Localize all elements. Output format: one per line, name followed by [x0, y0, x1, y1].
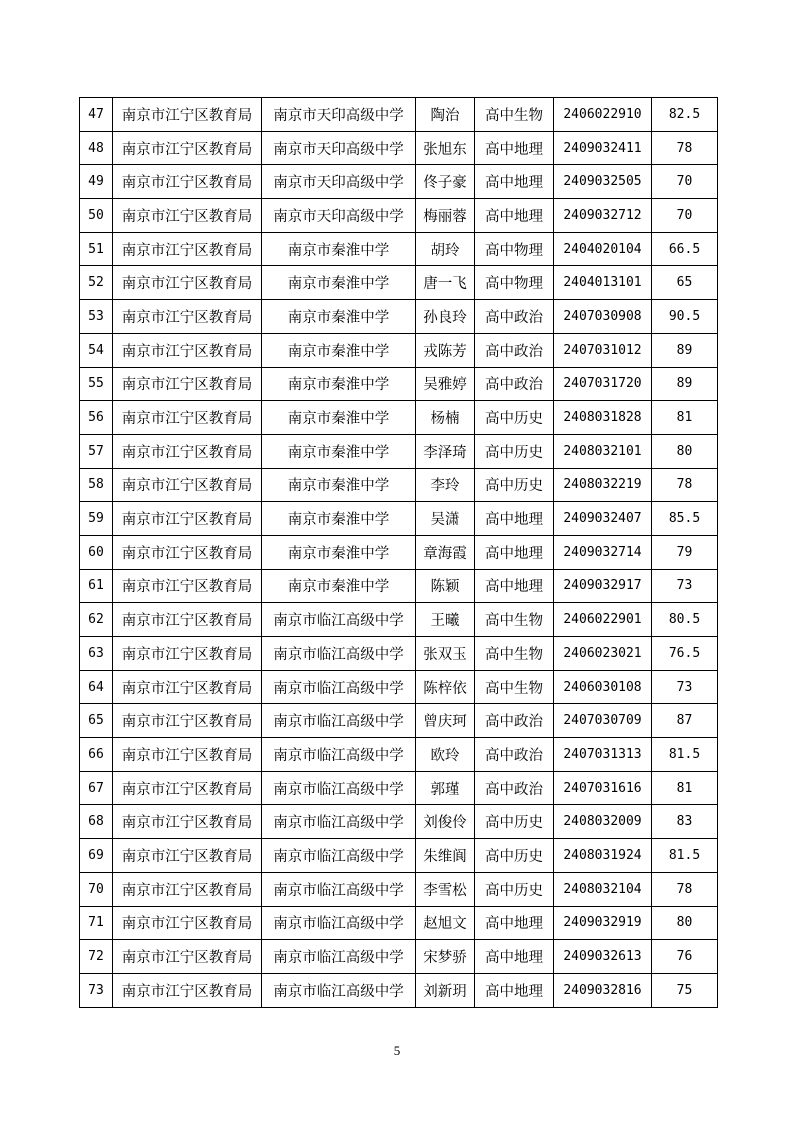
candidate-name-cell: 张旭东: [416, 131, 475, 165]
school-name-cell: 南京市天印高级中学: [262, 131, 416, 165]
subject-cell: 高中地理: [475, 569, 554, 603]
candidate-name-cell: 刘俊伶: [416, 805, 475, 839]
table-row: [80, 637, 718, 671]
table-row: [80, 266, 718, 300]
issuing-bureau-cell: 南京市江宁区教育局: [113, 401, 262, 435]
issuing-bureau-cell: 南京市江宁区教育局: [113, 872, 262, 906]
score-cell: 80.5: [652, 603, 718, 637]
subject-cell: 高中生物: [475, 670, 554, 704]
candidate-name-cell: 朱维阆: [416, 839, 475, 873]
candidate-name-cell: 吴潇: [416, 502, 475, 536]
subject-cell: 高中历史: [475, 805, 554, 839]
school-name-cell: 南京市临江高级中学: [262, 839, 416, 873]
issuing-bureau-cell: 南京市江宁区教育局: [113, 637, 262, 671]
subject-cell: 高中生物: [475, 98, 554, 132]
subject-cell: 高中历史: [475, 468, 554, 502]
school-name-cell: 南京市秦淮中学: [262, 232, 416, 266]
subject-cell: 高中历史: [475, 434, 554, 468]
exam-id-cell: 2406030108: [554, 670, 652, 704]
issuing-bureau-cell: 南京市江宁区教育局: [113, 266, 262, 300]
score-cell: 73: [652, 670, 718, 704]
subject-cell: 高中生物: [475, 603, 554, 637]
subject-cell: 高中地理: [475, 535, 554, 569]
issuing-bureau-cell: 南京市江宁区教育局: [113, 973, 262, 1007]
subject-cell: 高中地理: [475, 131, 554, 165]
exam-id-cell: 2409032917: [554, 569, 652, 603]
candidate-name-cell: 刘新玥: [416, 973, 475, 1007]
score-cell: 66.5: [652, 232, 718, 266]
candidate-name-cell: 孙良玲: [416, 300, 475, 334]
school-name-cell: 南京市临江高级中学: [262, 670, 416, 704]
table-row: [80, 603, 718, 637]
subject-cell: 高中地理: [475, 502, 554, 536]
issuing-bureau-cell: 南京市江宁区教育局: [113, 300, 262, 334]
row-index-cell: 66: [80, 738, 113, 772]
subject-cell: 高中地理: [475, 199, 554, 233]
school-name-cell: 南京市天印高级中学: [262, 98, 416, 132]
table-row: [80, 401, 718, 435]
exam-id-cell: 2409032613: [554, 940, 652, 974]
subject-cell: 高中生物: [475, 637, 554, 671]
candidate-name-cell: 李雪松: [416, 872, 475, 906]
table-row: [80, 502, 718, 536]
candidate-name-cell: 陈梓依: [416, 670, 475, 704]
subject-cell: 高中历史: [475, 872, 554, 906]
table-row: [80, 333, 718, 367]
school-name-cell: 南京市临江高级中学: [262, 872, 416, 906]
row-index-cell: 65: [80, 704, 113, 738]
school-name-cell: 南京市临江高级中学: [262, 704, 416, 738]
table-body: [80, 98, 718, 1008]
issuing-bureau-cell: 南京市江宁区教育局: [113, 98, 262, 132]
table-row: [80, 367, 718, 401]
subject-cell: 高中政治: [475, 333, 554, 367]
candidate-table-container: [79, 97, 717, 1008]
candidate-name-cell: 杨楠: [416, 401, 475, 435]
table-row: [80, 805, 718, 839]
score-cell: 73: [652, 569, 718, 603]
issuing-bureau-cell: 南京市江宁区教育局: [113, 839, 262, 873]
candidate-name-cell: 佟子豪: [416, 165, 475, 199]
table-row: [80, 872, 718, 906]
exam-id-cell: 2406022901: [554, 603, 652, 637]
candidate-name-cell: 李玲: [416, 468, 475, 502]
issuing-bureau-cell: 南京市江宁区教育局: [113, 434, 262, 468]
row-index-cell: 55: [80, 367, 113, 401]
table-row: [80, 434, 718, 468]
school-name-cell: 南京市临江高级中学: [262, 940, 416, 974]
school-name-cell: 南京市临江高级中学: [262, 603, 416, 637]
row-index-cell: 71: [80, 906, 113, 940]
issuing-bureau-cell: 南京市江宁区教育局: [113, 367, 262, 401]
table-row: [80, 839, 718, 873]
table-row: [80, 165, 718, 199]
issuing-bureau-cell: 南京市江宁区教育局: [113, 468, 262, 502]
subject-cell: 高中地理: [475, 906, 554, 940]
exam-id-cell: 2409032411: [554, 131, 652, 165]
school-name-cell: 南京市临江高级中学: [262, 738, 416, 772]
score-cell: 76.5: [652, 637, 718, 671]
score-cell: 65: [652, 266, 718, 300]
subject-cell: 高中物理: [475, 266, 554, 300]
score-cell: 78: [652, 468, 718, 502]
row-index-cell: 59: [80, 502, 113, 536]
candidate-name-cell: 陈颖: [416, 569, 475, 603]
table-row: [80, 973, 718, 1007]
score-cell: 85.5: [652, 502, 718, 536]
score-cell: 78: [652, 131, 718, 165]
score-cell: 78: [652, 872, 718, 906]
row-index-cell: 49: [80, 165, 113, 199]
row-index-cell: 61: [80, 569, 113, 603]
table-row: [80, 906, 718, 940]
exam-id-cell: 2409032407: [554, 502, 652, 536]
candidate-name-cell: 戎陈芳: [416, 333, 475, 367]
table-row: [80, 468, 718, 502]
table-row: [80, 131, 718, 165]
issuing-bureau-cell: 南京市江宁区教育局: [113, 502, 262, 536]
score-cell: 82.5: [652, 98, 718, 132]
issuing-bureau-cell: 南京市江宁区教育局: [113, 603, 262, 637]
row-index-cell: 62: [80, 603, 113, 637]
exam-id-cell: 2404013101: [554, 266, 652, 300]
score-cell: 79: [652, 535, 718, 569]
score-cell: 81.5: [652, 839, 718, 873]
table-row: [80, 300, 718, 334]
candidate-name-cell: 曾庆珂: [416, 704, 475, 738]
score-cell: 80: [652, 906, 718, 940]
school-name-cell: 南京市天印高级中学: [262, 199, 416, 233]
table-row: [80, 199, 718, 233]
issuing-bureau-cell: 南京市江宁区教育局: [113, 771, 262, 805]
subject-cell: 高中地理: [475, 973, 554, 1007]
school-name-cell: 南京市天印高级中学: [262, 165, 416, 199]
school-name-cell: 南京市秦淮中学: [262, 502, 416, 536]
score-cell: 81.5: [652, 738, 718, 772]
school-name-cell: 南京市秦淮中学: [262, 401, 416, 435]
subject-cell: 高中历史: [475, 401, 554, 435]
issuing-bureau-cell: 南京市江宁区教育局: [113, 199, 262, 233]
candidate-name-cell: 陶治: [416, 98, 475, 132]
issuing-bureau-cell: 南京市江宁区教育局: [113, 704, 262, 738]
exam-id-cell: 2408032219: [554, 468, 652, 502]
exam-id-cell: 2409032505: [554, 165, 652, 199]
exam-id-cell: 2407031313: [554, 738, 652, 772]
row-index-cell: 48: [80, 131, 113, 165]
candidate-name-cell: 郭瑾: [416, 771, 475, 805]
subject-cell: 高中地理: [475, 940, 554, 974]
row-index-cell: 73: [80, 973, 113, 1007]
school-name-cell: 南京市秦淮中学: [262, 468, 416, 502]
table-row: [80, 670, 718, 704]
score-cell: 90.5: [652, 300, 718, 334]
table-row: [80, 738, 718, 772]
issuing-bureau-cell: 南京市江宁区教育局: [113, 906, 262, 940]
row-index-cell: 72: [80, 940, 113, 974]
exam-id-cell: 2408032104: [554, 872, 652, 906]
school-name-cell: 南京市秦淮中学: [262, 434, 416, 468]
subject-cell: 高中物理: [475, 232, 554, 266]
row-index-cell: 64: [80, 670, 113, 704]
score-cell: 81: [652, 401, 718, 435]
score-cell: 70: [652, 199, 718, 233]
exam-id-cell: 2407031616: [554, 771, 652, 805]
exam-id-cell: 2409032919: [554, 906, 652, 940]
table-row: [80, 535, 718, 569]
candidate-name-cell: 赵旭文: [416, 906, 475, 940]
subject-cell: 高中政治: [475, 771, 554, 805]
subject-cell: 高中政治: [475, 738, 554, 772]
school-name-cell: 南京市秦淮中学: [262, 266, 416, 300]
score-cell: 81: [652, 771, 718, 805]
exam-id-cell: 2407030908: [554, 300, 652, 334]
exam-id-cell: 2407030709: [554, 704, 652, 738]
table-row: [80, 771, 718, 805]
exam-id-cell: 2408031924: [554, 839, 652, 873]
issuing-bureau-cell: 南京市江宁区教育局: [113, 569, 262, 603]
school-name-cell: 南京市临江高级中学: [262, 805, 416, 839]
school-name-cell: 南京市临江高级中学: [262, 973, 416, 1007]
row-index-cell: 57: [80, 434, 113, 468]
subject-cell: 高中历史: [475, 839, 554, 873]
score-cell: 87: [652, 704, 718, 738]
row-index-cell: 47: [80, 98, 113, 132]
candidate-name-cell: 唐一飞: [416, 266, 475, 300]
score-cell: 70: [652, 165, 718, 199]
school-name-cell: 南京市秦淮中学: [262, 300, 416, 334]
row-index-cell: 52: [80, 266, 113, 300]
school-name-cell: 南京市临江高级中学: [262, 906, 416, 940]
table-row: [80, 704, 718, 738]
row-index-cell: 54: [80, 333, 113, 367]
table-row: [80, 98, 718, 132]
row-index-cell: 69: [80, 839, 113, 873]
row-index-cell: 67: [80, 771, 113, 805]
issuing-bureau-cell: 南京市江宁区教育局: [113, 333, 262, 367]
exam-id-cell: 2406022910: [554, 98, 652, 132]
candidate-name-cell: 李泽琦: [416, 434, 475, 468]
row-index-cell: 51: [80, 232, 113, 266]
row-index-cell: 60: [80, 535, 113, 569]
table-row: [80, 232, 718, 266]
row-index-cell: 70: [80, 872, 113, 906]
score-cell: 89: [652, 367, 718, 401]
candidate-name-cell: 梅丽蓉: [416, 199, 475, 233]
candidate-name-cell: 胡玲: [416, 232, 475, 266]
school-name-cell: 南京市秦淮中学: [262, 569, 416, 603]
school-name-cell: 南京市临江高级中学: [262, 637, 416, 671]
issuing-bureau-cell: 南京市江宁区教育局: [113, 940, 262, 974]
subject-cell: 高中政治: [475, 300, 554, 334]
row-index-cell: 53: [80, 300, 113, 334]
row-index-cell: 58: [80, 468, 113, 502]
exam-id-cell: 2409032714: [554, 535, 652, 569]
school-name-cell: 南京市秦淮中学: [262, 333, 416, 367]
exam-id-cell: 2408031828: [554, 401, 652, 435]
issuing-bureau-cell: 南京市江宁区教育局: [113, 232, 262, 266]
table-row: [80, 569, 718, 603]
candidate-name-cell: 章海霞: [416, 535, 475, 569]
issuing-bureau-cell: 南京市江宁区教育局: [113, 805, 262, 839]
candidate-name-cell: 吴雅婷: [416, 367, 475, 401]
score-cell: 75: [652, 973, 718, 1007]
candidate-name-cell: 欧玲: [416, 738, 475, 772]
row-index-cell: 68: [80, 805, 113, 839]
score-cell: 80: [652, 434, 718, 468]
exam-id-cell: 2408032009: [554, 805, 652, 839]
score-cell: 76: [652, 940, 718, 974]
candidate-name-cell: 王曦: [416, 603, 475, 637]
subject-cell: 高中政治: [475, 704, 554, 738]
issuing-bureau-cell: 南京市江宁区教育局: [113, 535, 262, 569]
row-index-cell: 56: [80, 401, 113, 435]
row-index-cell: 50: [80, 199, 113, 233]
table-row: [80, 940, 718, 974]
score-cell: 83: [652, 805, 718, 839]
candidate-name-cell: 张双玉: [416, 637, 475, 671]
exam-id-cell: 2409032712: [554, 199, 652, 233]
school-name-cell: 南京市秦淮中学: [262, 367, 416, 401]
issuing-bureau-cell: 南京市江宁区教育局: [113, 738, 262, 772]
issuing-bureau-cell: 南京市江宁区教育局: [113, 165, 262, 199]
candidate-table: [79, 97, 718, 1008]
page-number: 5: [393, 1043, 401, 1058]
exam-id-cell: 2406023021: [554, 637, 652, 671]
issuing-bureau-cell: 南京市江宁区教育局: [113, 670, 262, 704]
subject-cell: 高中政治: [475, 367, 554, 401]
score-cell: 89: [652, 333, 718, 367]
subject-cell: 高中地理: [475, 165, 554, 199]
candidate-name-cell: 宋梦骄: [416, 940, 475, 974]
school-name-cell: 南京市临江高级中学: [262, 771, 416, 805]
issuing-bureau-cell: 南京市江宁区教育局: [113, 131, 262, 165]
exam-id-cell: 2404020104: [554, 232, 652, 266]
exam-id-cell: 2407031720: [554, 367, 652, 401]
exam-id-cell: 2407031012: [554, 333, 652, 367]
exam-id-cell: 2408032101: [554, 434, 652, 468]
school-name-cell: 南京市秦淮中学: [262, 535, 416, 569]
row-index-cell: 63: [80, 637, 113, 671]
exam-id-cell: 2409032816: [554, 973, 652, 1007]
